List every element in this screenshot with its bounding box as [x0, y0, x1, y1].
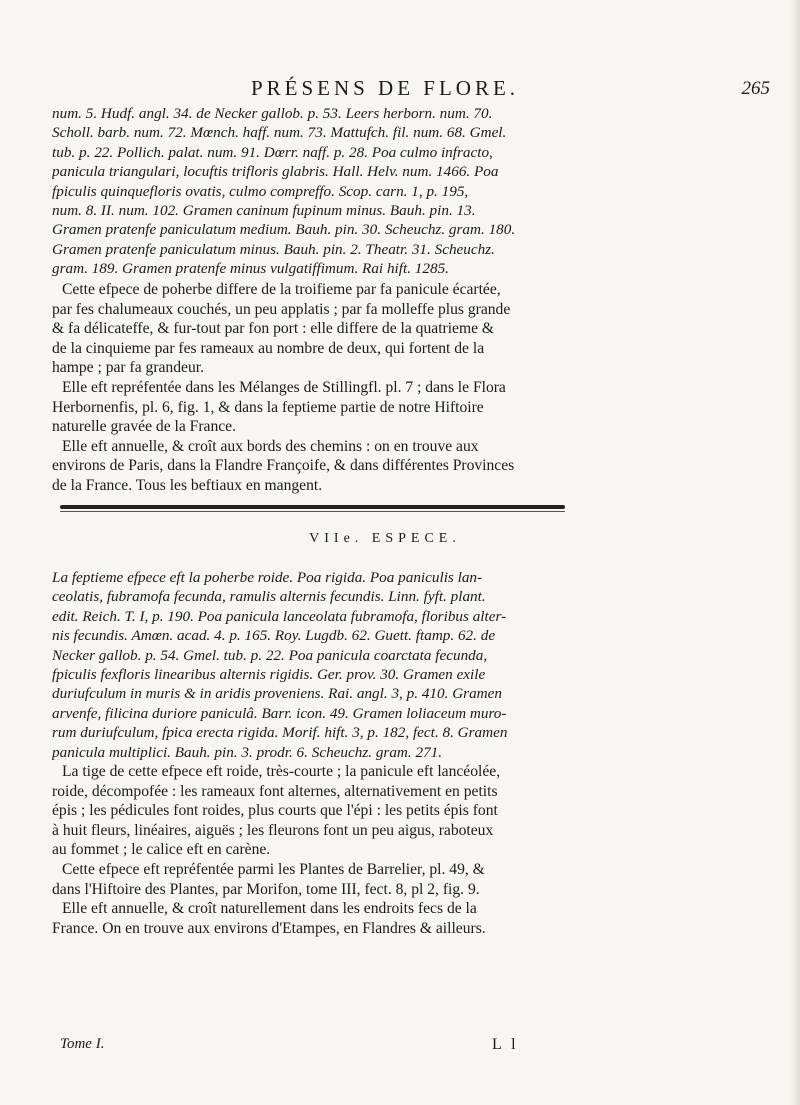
text-line: hampe ; par fa grandeur.	[52, 359, 204, 377]
text-line: Gramen pratenfe paniculatum medium. Bauh. pin. 30. Scheuchz. gram. 180.	[52, 221, 516, 239]
text-line: & fa délicateffe, & fur-tout par fon port : elle differe de la quatrieme &	[52, 320, 495, 338]
text-line: de la France. Tous les beftiaux en mangent.	[52, 476, 323, 494]
section-divider	[60, 505, 565, 509]
text-line: par fes chalumeaux couchés, un peu applatis ; par fa molleffe plus grande	[52, 300, 511, 318]
text-line: num. 5. Hudf. angl. 34. de Necker gallob. p. 53. Leers herborn. num. 70.	[52, 105, 493, 122]
description-paragraph-1	[52, 280, 742, 496]
text-line: La tige de cette efpece eft roide, très-courte ; la panicule eft lancéolée,	[62, 763, 501, 780]
text-line: tub. p. 22. Pollich. palat. num. 91. Dœrr. naff. p. 28. Poa culmo infracto,	[52, 143, 493, 161]
text-line: dans l'Hiftoire des Plantes, par Morifon, tome III, fect. 8, pl 2, fig. 9.	[52, 880, 480, 898]
text-line: rum duriufculum, fpica erecta rigida. Morif. hift. 3, p. 182, fect. 8. Gramen	[52, 724, 508, 742]
text-line: environs de Paris, dans la Flandre Françoife, & dans différentes Provinces	[52, 457, 515, 475]
text-line: ceolatis, fubramofa fecunda, ramulis alternis fecundis. Linn. fyft. plant.	[52, 588, 486, 606]
text-line: gram. 189. Gramen pratenfe minus vulgatiffimum. Rai hift. 1285.	[52, 260, 449, 278]
text-line: Cette efpece de poherbe differe de la troifieme par fa panicule écartée,	[62, 281, 501, 298]
text-line: naturelle gravée de la France.	[52, 418, 236, 436]
description-paragraph-2	[52, 762, 742, 938]
text-line: roide, décompofée : les rameaux font alternes, alternativement en petits	[52, 782, 498, 800]
text-line: panicula multiplici. Bauh. pin. 3. prodr. 6. Scheuchz. gram. 271.	[52, 743, 443, 761]
text-line: edit. Reich. T. I, p. 190. Poa panicula lanceolata fubramofa, floribus alter-	[52, 607, 507, 625]
text-line: épis ; les pédicules font roides, plus courts que l'épi : les petits épis font	[52, 802, 498, 820]
text-line: à huit fleurs, linéaires, aiguës ; les fleurons font un peu aigus, raboteux	[52, 821, 494, 839]
volume-label: Tome I.	[60, 1036, 105, 1052]
text-line: fpiculis quinquefloris ovatis, culmo compreffo. Scop. carn. 1, p. 195,	[52, 182, 469, 200]
section-heading: VIIe. ESPECE.	[309, 531, 461, 546]
text-line: Elle eft repréfentée dans les Mélanges de Stillingfl. pl. 7 ; dans le Flora	[62, 378, 506, 396]
text-line: duriufculum in muris & in aridis proveniens. Rai. angl. 3, p. 410. Gramen	[52, 685, 502, 703]
bibliography-paragraph-2	[52, 568, 742, 762]
page-number: 265	[741, 78, 770, 99]
text-line: Scholl. barb. num. 72. Mœnch. haff. num. 73. Mattufch. fil. num. 68. Gmel.	[52, 124, 507, 142]
text-line: au fommet ; le calice eft en carène.	[52, 841, 271, 859]
text-line: arvenfe, filicina duriore paniculâ. Barr. icon. 49. Gramen loliaceum muro-	[52, 704, 507, 722]
text-line: num. 8. II. num. 102. Gramen caninum fupinum minus. Bauh. pin. 13.	[52, 201, 476, 219]
text-line: La feptieme efpece eft la poherbe roide. Poa rigida. Poa paniculis lan-	[52, 569, 483, 586]
text-line: Necker gallob. p. 54. Gmel. tub. p. 22. Poa panicula coarctata fecunda,	[52, 646, 488, 664]
text-line: Elle eft annuelle, & croît aux bords des chemins : on en trouve aux	[62, 437, 479, 455]
text-line: Cette efpece eft repréfentée parmi les Plantes de Barrelier, pl. 49, &	[62, 860, 485, 878]
page-edge-shadow	[790, 0, 800, 1105]
text-line: panicula triangulari, locuftis trifloris glabris. Hall. Helv. num. 1466. Poa	[52, 163, 499, 181]
text-line: fpiculis fexfloris linearibus alternis rigidis. Ger. prov. 30. Gramen exile	[52, 665, 486, 683]
text-line: Elle eft annuelle, & croît naturellement dans les endroits fecs de la	[62, 900, 477, 918]
text-line: Herbornenfis, pl. 6, fig. 1, & dans la feptieme partie de notre Hiftoire	[52, 398, 484, 416]
section-divider-thin	[60, 511, 565, 512]
signature-mark: L l	[492, 1036, 519, 1053]
text-line: France. On en trouve aux environs d'Etampes, en Flandres & ailleurs.	[52, 919, 486, 937]
text-line: de la cinquieme par fes rameaux au nombre de deux, qui fortent de la	[52, 339, 485, 357]
text-line: nis fecundis. Amœn. acad. 4. p. 165. Roy. Lugdb. 62. Guett. ftamp. 62. de	[52, 627, 496, 645]
bibliography-paragraph-1	[52, 104, 742, 279]
running-head: PRÉSENS DE FLORE.	[250, 76, 520, 100]
text-line: Gramen pratenfe paniculatum minus. Bauh. pin. 2. Theatr. 31. Scheuchz.	[52, 240, 495, 258]
